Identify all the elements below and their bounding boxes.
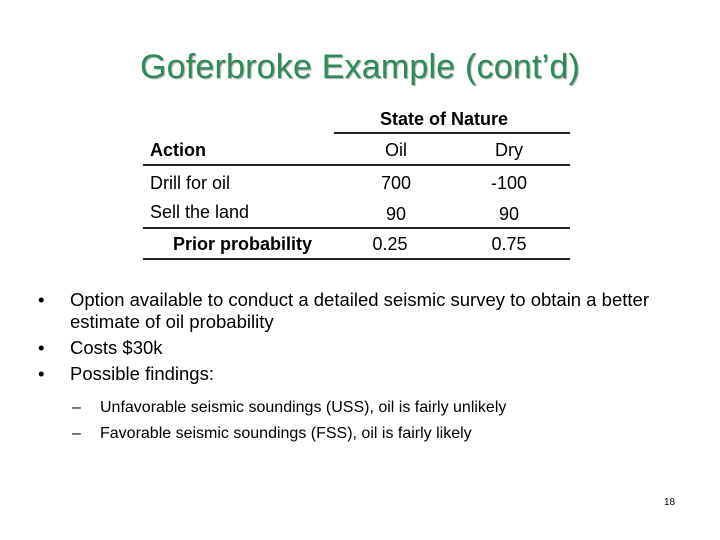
value-drill-oil: 700 [380, 173, 412, 193]
sub-bullet-list [72, 398, 506, 450]
value-sell-oil: 90 [385, 204, 407, 224]
bullet-item: • Possible findings: [38, 363, 678, 385]
sub-bullet-item: – Unfavorable seismic soundings (USS), oil is fairly unlikely [72, 398, 506, 418]
value-drill-dry: -100 [490, 173, 528, 193]
prior-dry: 0.75 [491, 234, 527, 254]
prior-probability-label: Prior probability [173, 234, 313, 254]
divider [334, 132, 570, 134]
dry-header: Dry [495, 140, 523, 160]
divider [143, 258, 570, 260]
sub-bullet-item: – Favorable seismic soundings (FSS), oil is fairly likely [72, 424, 506, 444]
divider [143, 164, 570, 166]
page-number: 18 [664, 497, 676, 508]
row-action-sell: Sell the land [150, 202, 250, 222]
bullet-item: • Costs $30k [38, 337, 678, 359]
divider [143, 227, 570, 229]
state-of-nature-header: State of Nature [380, 109, 509, 129]
slide-title: Goferbroke Example (cont’d) [139, 48, 581, 86]
row-action-drill: Drill for oil [150, 173, 231, 193]
bullet-item: • Option available to conduct a detailed seismic survey to obtain a better estimate of oil probability [38, 289, 678, 333]
oil-header: Oil [385, 140, 407, 160]
prior-oil: 0.25 [372, 234, 408, 254]
bullet-list [38, 289, 678, 389]
action-header: Action [150, 140, 206, 160]
value-sell-dry: 90 [498, 204, 520, 224]
